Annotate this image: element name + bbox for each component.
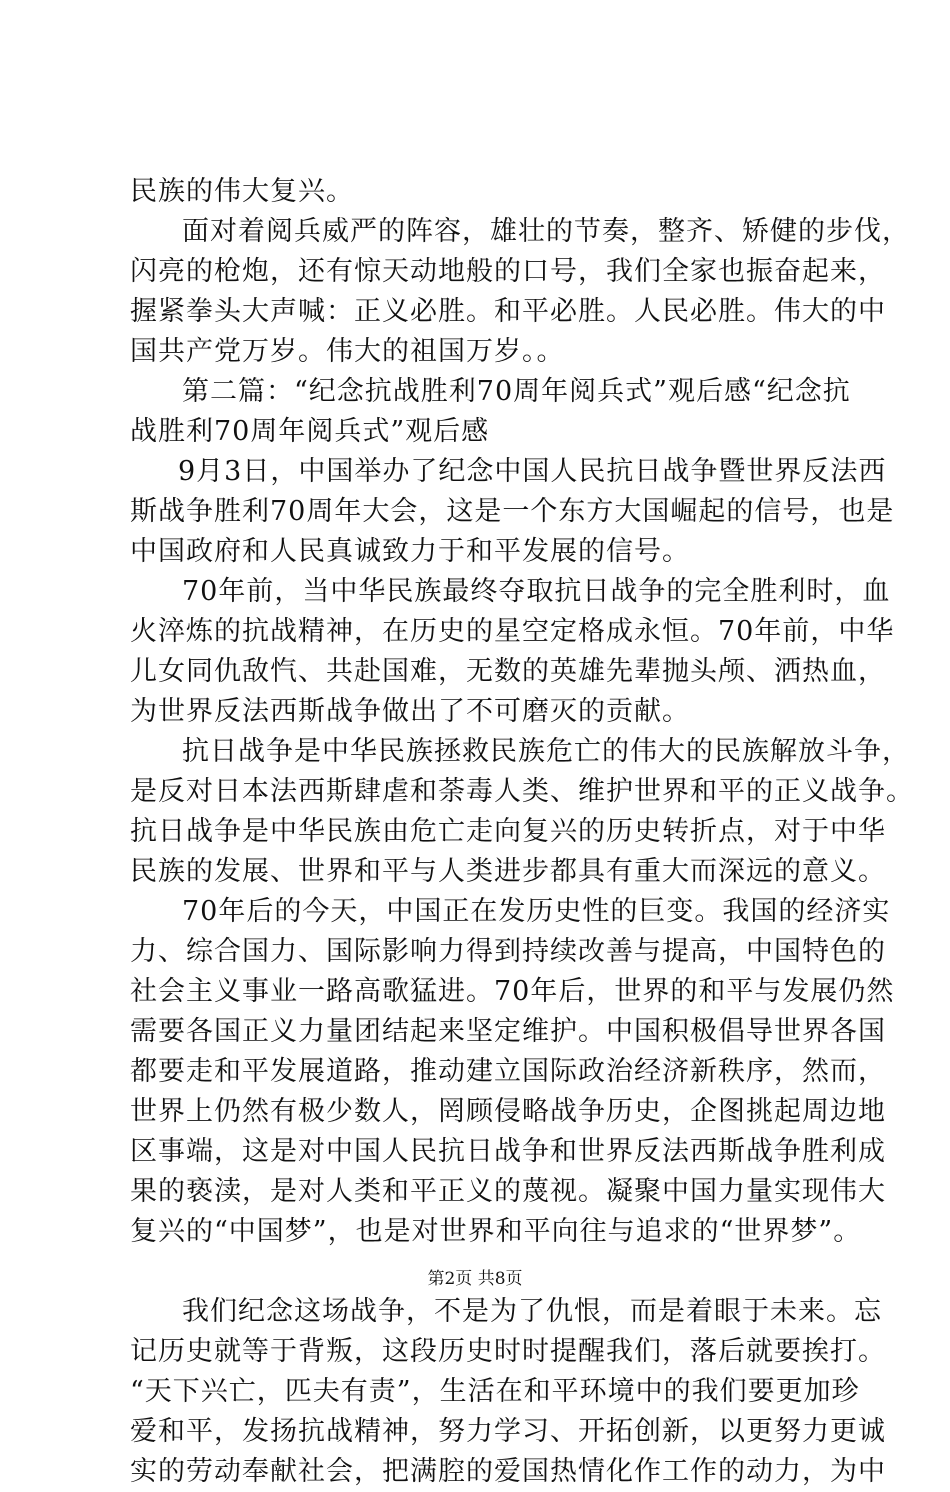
text-line: 果的亵渎，是对人类和平正义的蔑视。凝聚中国力量实现伟大 [130, 1176, 886, 1207]
document-body [130, 172, 914, 1492]
text-line: 为世界反法西斯战争做出了不可磨灭的贡献。 [130, 696, 690, 727]
page-number-footer: 第2页 共8页 [427, 1269, 523, 1289]
text-line: 社会主义事业一路高歌猛进。70年后，世界的和平与发展仍然 [130, 976, 895, 1007]
section-heading-line: 战胜利70周年阅兵式”观后感 [130, 416, 490, 447]
text-line: 民族的发展、世界和平与人类进步都具有重大而深远的意义。 [130, 856, 886, 887]
text-line: 儿女同仇敌忾、共赴国难，无数的英雄先辈抛头颅、洒热血， [130, 656, 886, 687]
text-line: 需要各国正义力量团结起来坚定维护。中国积极倡导世界各国 [130, 1016, 886, 1047]
paragraph-first-line: 70年前，当中华民族最终夺取抗日战争的完全胜利时，血 [182, 576, 891, 607]
text-line: 民族的伟大复兴。 [130, 176, 354, 207]
text-line: 记历史就等于背叛，这段历史时时提醒我们，落后就要挨打。 [130, 1336, 886, 1367]
text-line: 火淬炼的抗战精神，在历史的星空定格成永恒。70年前，中华 [130, 616, 895, 647]
text-line: 世界上仍然有极少数人，罔顾侵略战争历史，企图挑起周边地 [130, 1096, 886, 1127]
text-line: 斯战争胜利70周年大会，这是一个东方大国崛起的信号，也是 [130, 496, 895, 527]
text-line: 区事端，这是对中国人民抗日战争和世界反法西斯战争胜利成 [130, 1136, 886, 1167]
paragraph-first-line: 抗日战争是中华民族拯救民族危亡的伟大的民族解放斗争， [182, 736, 910, 767]
text-line: 是反对日本法西斯肆虐和荼毒人类、维护世界和平的正义战争。 [130, 776, 914, 807]
text-line: 复兴的“中国梦”，也是对世界和平向往与追求的“世界梦”。 [130, 1216, 862, 1247]
text-line: 力、综合国力、国际影响力得到持续改善与提高，中国特色的 [130, 936, 886, 967]
text-line: 国共产党万岁。伟大的祖国万岁。。 [130, 336, 565, 367]
text-line: “天下兴亡，匹夫有责”，生活在和平环境中的我们要更加珍 [130, 1376, 860, 1407]
text-line: 抗日战争是中华民族由危亡走向复兴的历史转折点，对于中华 [130, 816, 886, 847]
text-line: 实的劳动奉献社会，把满腔的爱国热情化作工作的动力，为中 [130, 1456, 886, 1487]
paragraph-first-line: 我们纪念这场战争，不是为了仇恨，而是着眼于未来。忘 [182, 1296, 882, 1327]
paragraph-first-line: 面对着阅兵威严的阵容，雄壮的节奏，整齐、矫健的步伐， [182, 216, 910, 247]
text-line: 闪亮的枪炮，还有惊天动地般的口号，我们全家也振奋起来， [130, 256, 886, 287]
paragraph-first-line: 70年后的今天，中国正在发历史性的巨变。我国的经济实 [182, 896, 891, 927]
paragraph-first-line: 9月3日，中国举办了纪念中国人民抗日战争暨世界反法西 [178, 456, 887, 487]
section-heading-line: 第二篇：“纪念抗战胜利70周年阅兵式”观后感“纪念抗 [182, 376, 851, 407]
text-line: 都要走和平发展道路，推动建立国际政治经济新秩序，然而， [130, 1056, 886, 1087]
text-line: 爱和平，发扬抗战精神，努力学习、开拓创新，以更努力更诚 [130, 1416, 886, 1447]
text-line: 中国政府和人民真诚致力于和平发展的信号。 [130, 536, 690, 567]
text-line: 握紧拳头大声喊：正义必胜。和平必胜。人民必胜。伟大的中 [130, 296, 886, 327]
